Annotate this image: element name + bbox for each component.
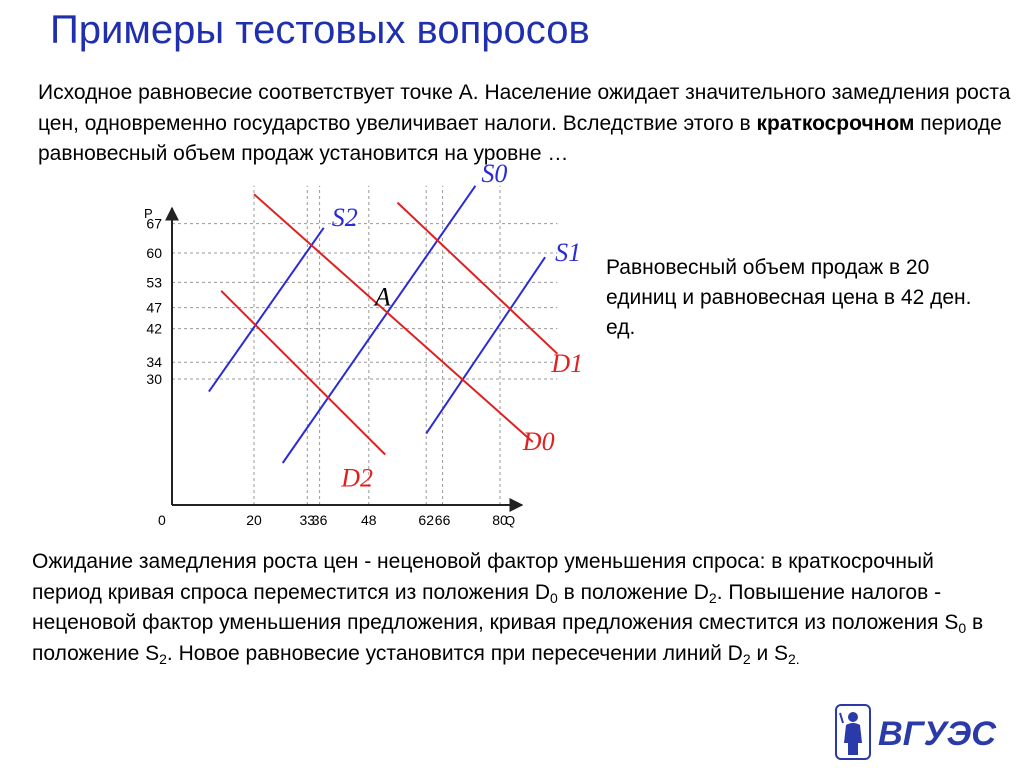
- explanation-sub-3: 0: [958, 620, 967, 636]
- y-tick-label-67: 67: [146, 215, 162, 232]
- question-part-1: Исходное равновесие соответствует точке А. Население ожидает значительного замедления роста цен, одновременно государство увеличивает налоги. Вследствие этого в: [38, 81, 1011, 135]
- y-tick-label-47: 47: [146, 299, 162, 316]
- curve-label-s0: S0: [481, 158, 508, 188]
- x-tick-label-36: 36: [311, 512, 328, 528]
- y-tick-label-53: 53: [146, 274, 162, 291]
- question-bold-word: краткосрочном: [756, 111, 915, 135]
- explanation-part-3: . Повышение налогов - неценовой фактор уменьшения предложения, кривая предложения сместится из положения S: [32, 580, 959, 634]
- question-part-2: периоде равновесный объем продаж установится на уровне …: [38, 111, 1002, 165]
- explanation-text: [32, 547, 1007, 669]
- y-tick-label-42: 42: [146, 320, 162, 337]
- explanation-sub-4: 2: [159, 650, 167, 667]
- explanation-part-6: и S: [750, 641, 789, 665]
- curve-labels: [332, 159, 583, 493]
- y-tick-label-34: 34: [146, 354, 162, 371]
- curve-d2: [221, 291, 385, 455]
- curve-label-d1: D1: [551, 348, 584, 378]
- explanation-part-2: в положение D: [557, 580, 709, 604]
- x-tick-label-80: 80: [492, 512, 508, 528]
- curve-s2: [209, 228, 324, 392]
- explanation-sub-2: 2: [708, 589, 717, 606]
- page-title: Примеры тестовых вопросов: [50, 8, 590, 52]
- curve-d1: [398, 203, 558, 354]
- x-axis-name: Q: [505, 513, 516, 528]
- university-logo: [834, 703, 1004, 761]
- logo-wordmark: ВГУЭС: [878, 715, 997, 753]
- origin-label: 0: [158, 512, 166, 528]
- curve-s1: [426, 257, 545, 433]
- explanation-part-5: . Новое равновесие установится при пересечении линий D: [166, 641, 743, 665]
- explanation-part-4: в положение S: [32, 611, 984, 665]
- question-text: [38, 78, 1013, 170]
- x-tick-label-66: 66: [434, 512, 451, 528]
- curve-s0: [283, 186, 476, 463]
- x-tick-label-33: 33: [299, 512, 316, 528]
- curve-label-s2: S2: [331, 202, 358, 232]
- x-tick-label-20: 20: [246, 512, 262, 528]
- y-axis-name: P: [144, 206, 153, 221]
- x-tick-label-48: 48: [361, 512, 377, 528]
- equilibrium-point-label: A: [374, 282, 391, 312]
- answer-text: Равновесный объем продаж в 20 единиц и равновесная цена в 42 ден. ед.: [606, 256, 972, 339]
- y-tick-label-30: 30: [146, 371, 162, 387]
- curve-label-s1: S1: [555, 238, 582, 268]
- curve-label-d2: D2: [341, 463, 373, 493]
- x-tick-label-62: 62: [418, 512, 434, 528]
- y-tick-label-60: 60: [146, 245, 162, 261]
- explanation-sub-5: 2: [742, 650, 751, 667]
- explanation-sub-1: 0: [550, 589, 558, 606]
- statue-emblem-icon: [836, 705, 870, 759]
- curve-label-d0: D0: [522, 427, 555, 456]
- explanation-part-1: Ожидание замедления роста цен - неценовой фактор уменьшения спроса: в краткосрочный период кривая спроса переместится из положения D: [32, 550, 934, 604]
- supply-demand-chart: [130, 158, 584, 535]
- curve-lines: [209, 186, 558, 463]
- curve-d0: [254, 194, 533, 442]
- explanation-sub-6: 2.: [788, 650, 800, 667]
